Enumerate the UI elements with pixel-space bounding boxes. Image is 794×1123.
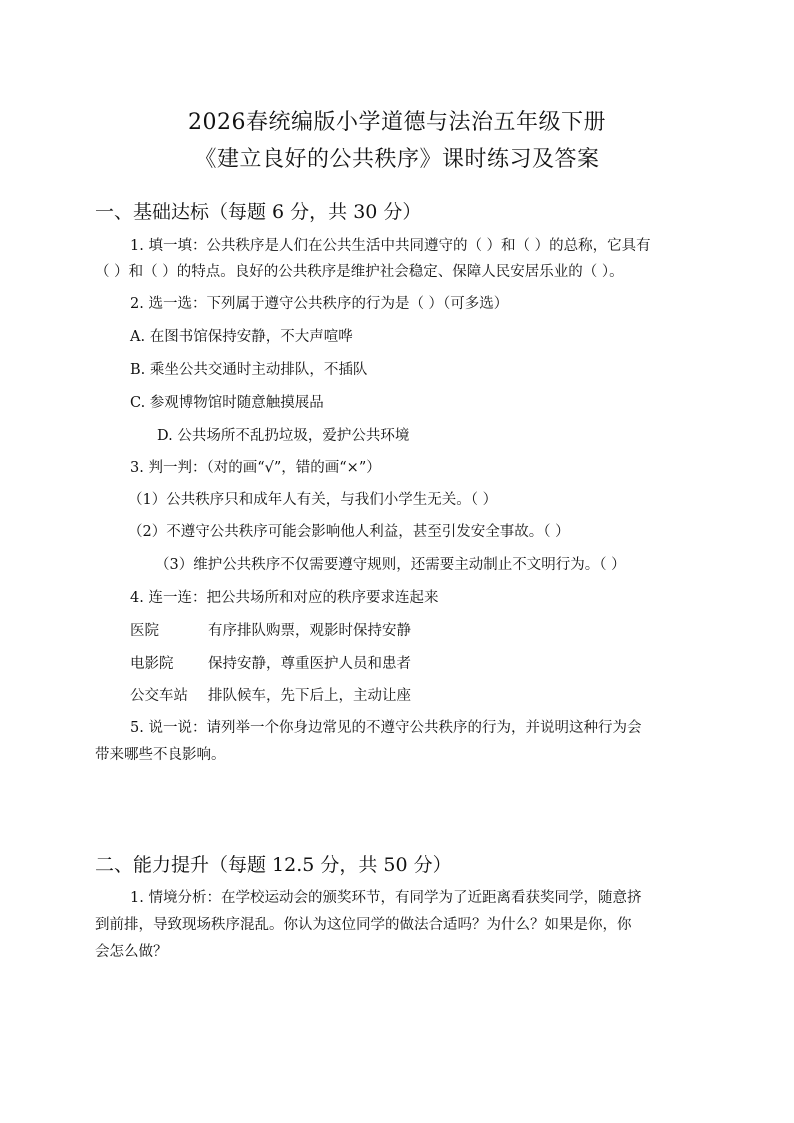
ability-question-1-line-3: 会怎么做？ [95,944,168,960]
question-3-item-3: （3）维护公共秩序不仅需要遵守规则，还需要主动制止不文明行为。（ ） [155,557,626,573]
ability-question-1-line-1: 1. 情境分析：在学校运动会的颁奖环节，有同学为了近距离看获奖同学，随意挤 [130,890,642,906]
question-2-option-d: D. 公共场所不乱扔垃圾，爱护公共环境 [157,428,410,444]
question-4-place-cinema: 电影院 [130,656,174,672]
section-heading-ability: 二、能力提升（每题 12.5 分，共 50 分） [95,854,452,876]
document-title-line-2: 《建立良好的公共秩序》课时练习及答案 [194,147,600,172]
question-2-option-c: C. 参观博物馆时随意触摸展品 [130,395,324,411]
question-2-option-a: A. 在图书馆保持安静，不大声喧哗 [130,329,353,345]
ability-question-1-line-2: 到前排，导致现场秩序混乱。你认为这位同学的做法合适吗？为什么？如果是你，你 [95,917,632,933]
question-4-requirement-1: 有序排队购票，观影时保持安静 [208,623,411,639]
question-2-option-b: B. 乘坐公共交通时主动排队，不插队 [130,362,368,378]
question-4-place-bus-stop: 公交车站 [130,688,188,704]
question-4-requirement-2: 保持安静，尊重医护人员和患者 [208,656,411,672]
question-5-line-2: 带来哪些不良影响。 [95,747,226,763]
question-2: 2. 选一选：下列属于遵守公共秩序的行为是（ ）（可多选） [130,296,509,312]
question-3-item-1: （1）公共秩序只和成年人有关，与我们小学生无关。（ ） [128,492,498,508]
document-title-line-1: 2026春统编版小学道德与法治五年级下册 [188,110,606,135]
question-3: 3. 判一判：（对的画“√”，错的画“×”） [130,460,381,476]
question-1-line-2: （ ）和（ ）的特点。良好的公共秩序是维护社会稳定、保障人民安居乐业的（ ）。 [95,264,624,280]
question-1-line-1: 1. 填一填：公共秩序是人们在公共生活中共同遵守的（ ）和（ ）的总称，它具有 [130,238,651,254]
question-4-place-hospital: 医院 [130,623,159,639]
section-heading-basic: 一、基础达标（每题 6 分，共 30 分） [95,201,422,223]
question-5-line-1: 5. 说一说：请列举一个你身边常见的不遵守公共秩序的行为，并说明这种行为会 [130,720,642,736]
question-4-requirement-3: 排队候车，先下后上，主动让座 [208,688,411,704]
question-3-item-2: （2）不遵守公共秩序可能会影响他人利益，甚至引发安全事故。（ ） [128,524,570,540]
question-4: 4. 连一连：把公共场所和对应的秩序要求连起来 [130,590,439,606]
